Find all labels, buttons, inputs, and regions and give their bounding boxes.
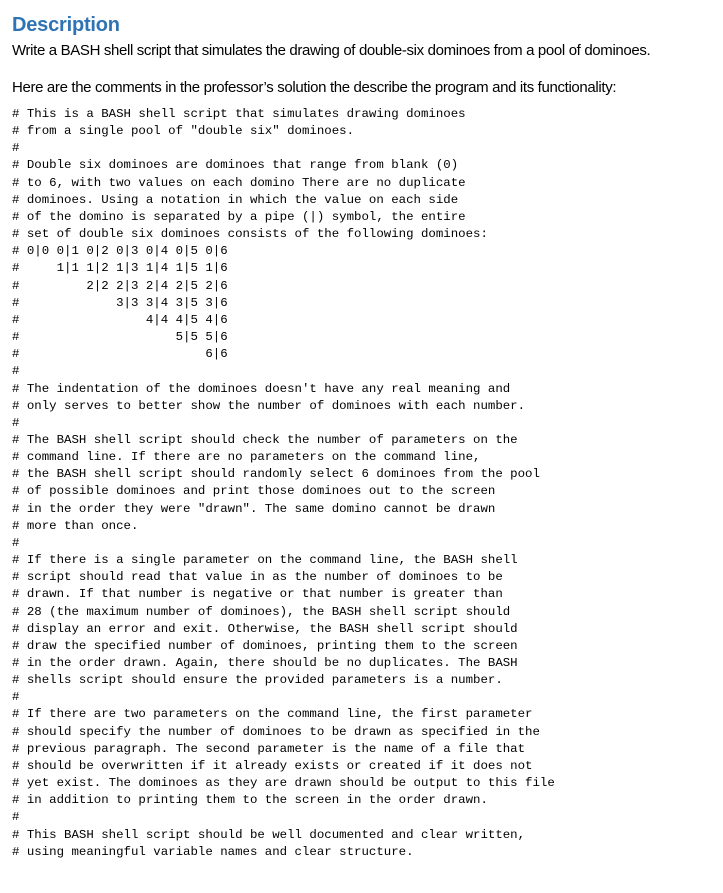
code-line: # [12, 810, 20, 825]
code-line: # drawn. If that number is negative or that number is greater than [12, 587, 503, 602]
code-line: # previous paragraph. The second parameter is the name of a file that [12, 741, 526, 756]
code-line: # using meaningful variable names and clear structure. [12, 844, 414, 859]
code-line: # of the domino is separated by a pipe (|) symbol, the entire [12, 209, 466, 224]
code-line: # of possible dominoes and print those dominoes out to the screen [12, 484, 496, 499]
code-line: # dominoes. Using a notation in which the value on each side [12, 192, 459, 207]
code-line: # 2|2 2|3 2|4 2|5 2|6 [12, 278, 228, 293]
code-line: # [12, 415, 20, 430]
code-line: # in addition to printing them to the screen in the order drawn. [12, 793, 488, 808]
code-line: # should specify the number of dominoes to be drawn as specified in the [12, 724, 540, 739]
code-line: # [12, 535, 20, 550]
code-line: # [12, 141, 20, 156]
code-line: # more than once. [12, 518, 139, 533]
code-line: # yet exist. The dominoes as they are drawn should be output to this file [12, 776, 555, 791]
code-line: # should be overwritten if it already exists or created if it does not [12, 758, 533, 773]
code-line: # command line. If there are no parameters on the command line, [12, 450, 481, 465]
code-line: # If there are two parameters on the command line, the first parameter [12, 707, 533, 722]
code-line: # 5|5 5|6 [12, 330, 228, 345]
code-line: # to 6, with two values on each domino There are no duplicate [12, 175, 466, 190]
code-line: # 0|0 0|1 0|2 0|3 0|4 0|5 0|6 [12, 244, 228, 259]
code-line: # in the order drawn. Again, there should be no duplicates. The BASH [12, 656, 518, 670]
code-line: # 1|1 1|2 1|3 1|4 1|5 1|6 [12, 261, 228, 276]
code-line: # Double six dominoes are dominoes that range from blank (0) [12, 158, 459, 173]
lead-paragraph: Here are the comments in the professor’s solution the describe the program and its functionality: [12, 79, 617, 96]
code-line: # The BASH shell script should check the number of parameters on the [12, 432, 518, 447]
code-line: # set of double six dominoes consists of the following dominoes: [12, 227, 488, 242]
code-line: # draw the specified number of dominoes, printing them to the screen [12, 638, 518, 653]
code-line: # 3|3 3|4 3|5 3|6 [12, 295, 228, 310]
code-line: # the BASH shell script should randomly select 6 dominoes from the pool [12, 467, 540, 482]
section-heading: Description [12, 14, 120, 36]
code-line: # from a single pool of "double six" dominoes. [12, 124, 355, 139]
code-comment-block [12, 106, 717, 861]
code-line: # 4|4 4|5 4|6 [12, 312, 228, 327]
code-line: # If there is a single parameter on the command line, the BASH shell [12, 553, 518, 568]
code-line: # 28 (the maximum number of dominoes), the BASH shell script should [12, 604, 511, 619]
code-line: # [12, 690, 20, 705]
code-line: # shells script should ensure the provided parameters is a number. [12, 673, 503, 688]
intro-paragraph: Write a BASH shell script that simulates the drawing of double-six dominoes from a pool of dominoes. [12, 42, 651, 59]
code-line: # This is a BASH shell script that simulates drawing dominoes [12, 107, 466, 121]
code-line: # 6|6 [12, 347, 228, 362]
document-page [12, 12, 717, 861]
code-line: # in the order they were "drawn". The same domino cannot be drawn [12, 501, 496, 516]
code-line: # This BASH shell script should be well documented and clear written, [12, 827, 526, 842]
code-line: # display an error and exit. Otherwise, the BASH shell script should [12, 621, 518, 636]
code-line: # The indentation of the dominoes doesn't have any real meaning and [12, 381, 511, 396]
code-line: # only serves to better show the number of dominoes with each number. [12, 398, 526, 413]
code-line: # [12, 364, 20, 379]
code-line: # script should read that value in as the number of dominoes to be [12, 570, 503, 585]
